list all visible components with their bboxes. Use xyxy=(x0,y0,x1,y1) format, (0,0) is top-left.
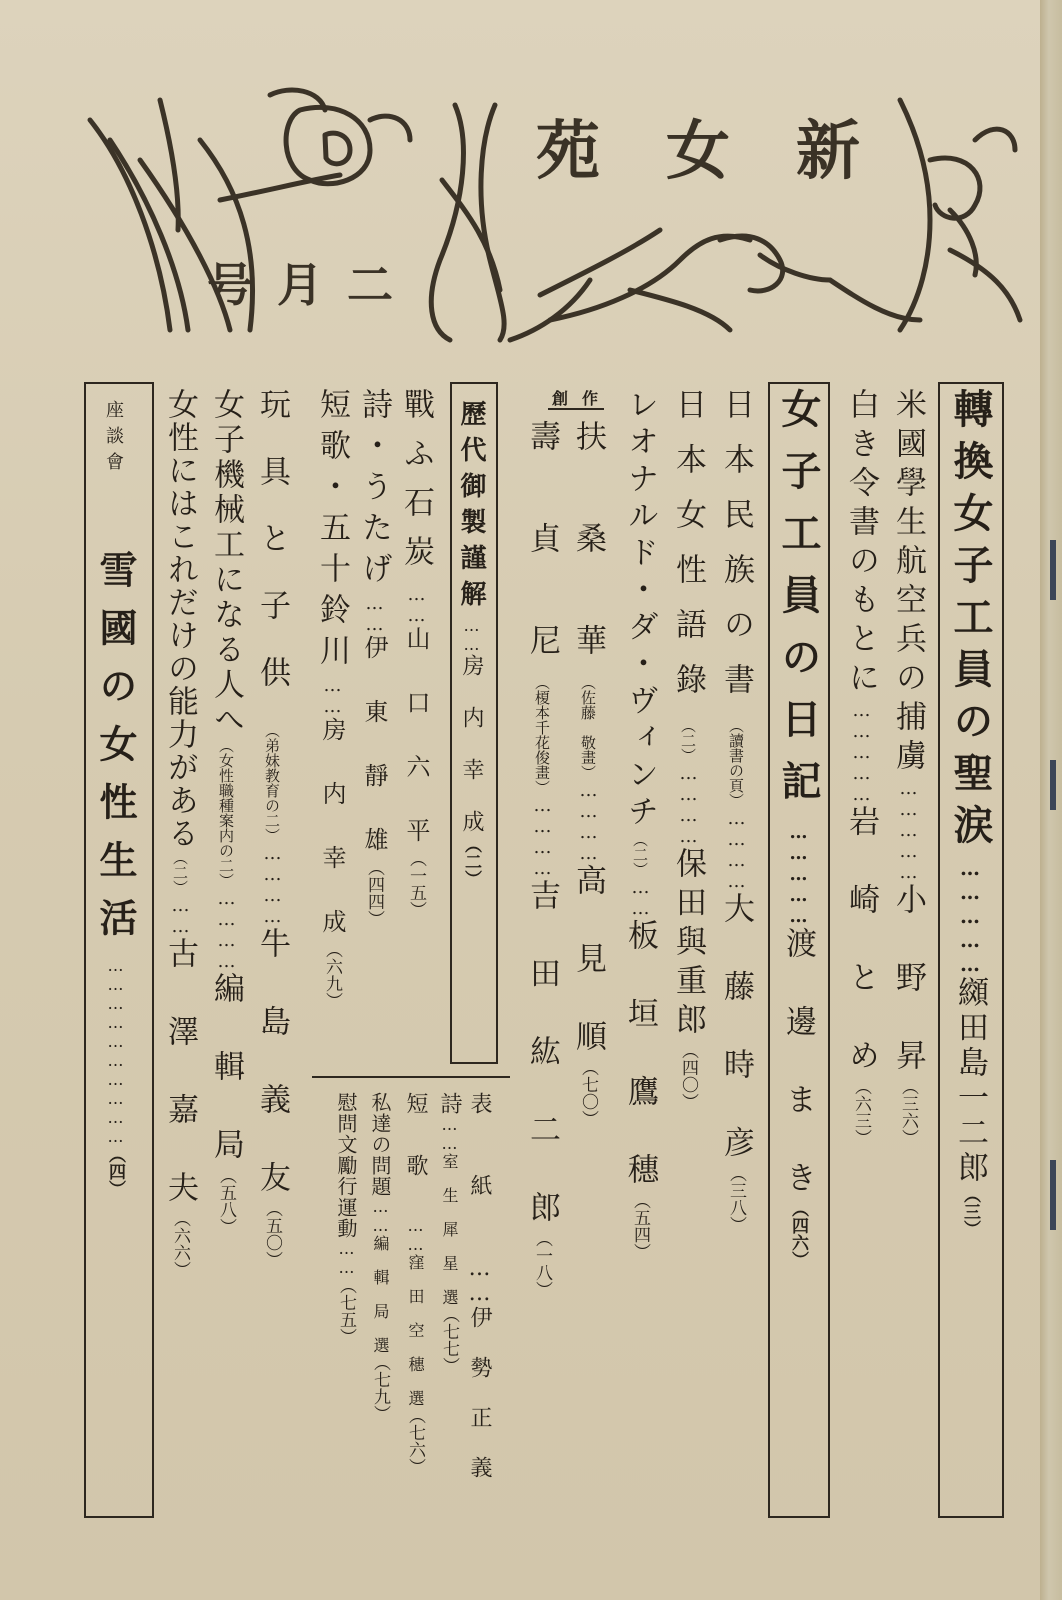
misc-author: 編 輯 局 選 xyxy=(371,1235,390,1354)
leader-dots: …………… xyxy=(788,822,809,927)
entry-title: 短歌・五十鈴川 xyxy=(314,388,350,675)
roundtable-title: 雪國の女性生活 xyxy=(93,550,138,956)
leader-dots: …… xyxy=(467,1256,492,1306)
leader-dots: …… xyxy=(337,1239,356,1277)
entry-author: 房 内 幸 成 xyxy=(318,717,346,941)
entry-title: レオナルド・ダ・ヴィンチ xyxy=(622,388,658,832)
entry-note: （二） xyxy=(631,832,649,877)
page-number: （七六） xyxy=(405,1407,425,1475)
poem-entry[interactable] xyxy=(356,388,392,927)
article-entry[interactable] xyxy=(254,388,290,1268)
entry-title: 米國學生航空兵の捕虜 xyxy=(890,388,926,778)
entry-title: 白き令書のもとに xyxy=(843,388,879,700)
diary-entry[interactable] xyxy=(775,388,822,1268)
entry-author: 高 見 順 xyxy=(570,864,606,1059)
page-number: （六三） xyxy=(851,1078,871,1146)
edge-mark xyxy=(1050,760,1056,810)
creative-underline xyxy=(548,408,604,410)
entry-title: 壽 貞 尼 xyxy=(524,420,560,675)
page-number: （七七） xyxy=(439,1306,459,1374)
page-number: （四） xyxy=(105,1146,125,1197)
misc-label: 短歌 xyxy=(403,1092,428,1216)
entry-author: 岩 崎 と め xyxy=(843,805,879,1078)
masthead-title-char: 苑 xyxy=(536,114,600,189)
creative-entry[interactable] xyxy=(570,420,606,1127)
divider-line xyxy=(312,1076,510,1078)
entry-title: 扶 桑 華 xyxy=(570,420,606,675)
leader-dots: …… xyxy=(170,895,191,937)
page-number: （七五） xyxy=(336,1277,356,1345)
entry-title: 女性にはこれだけの能力がある xyxy=(162,388,198,850)
roundtable-label: 座談會 xyxy=(103,400,124,478)
masthead-month-char: 月 xyxy=(277,258,323,312)
flower-outline xyxy=(286,107,370,183)
leader-dots: ………… xyxy=(726,808,747,892)
misc-label: 私達の問題 xyxy=(368,1092,392,1197)
lead-feature-author: 纐田島一二郎 xyxy=(952,976,988,1186)
entry-author: 牛 島 義 友 xyxy=(254,927,290,1200)
article-entry[interactable] xyxy=(208,388,244,1235)
entry-author: 小 野 昇 xyxy=(890,883,926,1078)
page-number: （六九） xyxy=(322,941,342,1009)
entry-author: 房 内 幸 成 xyxy=(459,654,484,836)
lead-feature-title: 轉換女子工員の聖涙 xyxy=(947,388,994,856)
imperial-entry[interactable] xyxy=(458,400,484,887)
page-number: （七九） xyxy=(370,1354,390,1422)
entry-author: 大 藤 時 彦 xyxy=(718,892,754,1165)
misc-author: 窪 田 空 穗 選 xyxy=(406,1254,425,1407)
diary-author: 渡 邊 ま き xyxy=(780,927,816,1200)
page-number: （三六） xyxy=(898,1078,918,1146)
entry-title: 日本女性語錄 xyxy=(670,388,706,718)
article-entry[interactable] xyxy=(622,388,658,1260)
leader-dots: …… xyxy=(364,593,385,635)
entry-title: 日本民族の書 xyxy=(718,388,754,718)
entry-author: 編 輯 局 xyxy=(208,972,244,1167)
entry-note: （讀書の頁） xyxy=(727,718,745,808)
entry-note: （榎本千花俊畫） xyxy=(533,675,551,795)
entry-author: 山 口 六 平 xyxy=(402,626,430,850)
feature-entry[interactable] xyxy=(890,388,926,1146)
leader-dots: …… xyxy=(406,584,427,626)
article-entry[interactable] xyxy=(670,388,706,1110)
masthead-title-char: 新 xyxy=(796,114,860,189)
page-number: （五四） xyxy=(630,1192,650,1260)
misc-entry[interactable] xyxy=(438,1092,460,1374)
masthead-month-char: 二 xyxy=(347,258,393,312)
diary-title: 女子工員の日記 xyxy=(775,388,822,822)
entry-note: （二） xyxy=(171,850,189,895)
creative-entry[interactable] xyxy=(524,420,560,1298)
misc-label: 表紙 xyxy=(467,1092,492,1256)
entry-author: 吉 田 紘 二 郎 xyxy=(524,879,560,1230)
misc-author: 室 生 犀 星 選 xyxy=(440,1153,459,1306)
misc-label: 詩 xyxy=(437,1092,462,1115)
leader-dots: …… xyxy=(371,1197,390,1235)
masthead-title-char: 女 xyxy=(666,114,730,189)
page-number: （七〇） xyxy=(578,1059,598,1127)
leader-dots: …… xyxy=(322,675,343,717)
entry-title: 詩・うたげ xyxy=(356,388,392,593)
page-number: （六六） xyxy=(170,1210,190,1278)
page-number: （三八） xyxy=(726,1165,746,1233)
edge-mark xyxy=(1050,540,1056,600)
entry-note: （二） xyxy=(679,718,697,763)
misc-label: 慰問文勵行運動 xyxy=(334,1092,358,1239)
poem-entry[interactable] xyxy=(314,388,350,1009)
page-number: （四六） xyxy=(788,1200,808,1268)
entry-author: 保田與重郎 xyxy=(670,847,706,1042)
entry-note: （女性職種案内の二） xyxy=(217,738,235,888)
lead-feature-entry[interactable] xyxy=(947,388,994,1237)
entry-author: 伊 東 靜 雄 xyxy=(360,635,388,859)
misc-entry[interactable] xyxy=(370,1092,390,1422)
leader-dots: ………… xyxy=(532,795,553,879)
misc-entry[interactable] xyxy=(468,1092,490,1481)
leader-dots: …… xyxy=(630,877,651,919)
creative-label: 創作 xyxy=(552,389,613,408)
leader-dots: ………………………… xyxy=(106,956,125,1146)
leader-dots: …………… xyxy=(958,856,982,976)
feature-entry[interactable] xyxy=(843,388,879,1146)
leader-dots: …………… xyxy=(851,700,872,805)
leader-dots: …… xyxy=(406,1216,425,1254)
poem-entry[interactable] xyxy=(398,388,434,918)
leader-dots: …………… xyxy=(898,778,919,883)
article-entry[interactable] xyxy=(718,388,754,1233)
entry-title: 歷代御製謹解 xyxy=(456,400,486,616)
edge-mark xyxy=(1050,1160,1056,1230)
entry-author: 板 垣 鷹 穗 xyxy=(622,919,658,1192)
entry-title: 玩具と子供 xyxy=(254,388,290,723)
page-number: （一八） xyxy=(532,1230,552,1298)
misc-author: 伊 勢 正 義 xyxy=(467,1306,492,1481)
leader-dots: …… xyxy=(440,1115,459,1153)
page-number: （四四） xyxy=(364,859,384,927)
entry-title: 戰ふ石炭 xyxy=(398,388,434,584)
misc-entry[interactable] xyxy=(336,1092,356,1345)
leader-dots: ………… xyxy=(216,888,237,972)
page-number: （二） xyxy=(461,836,481,887)
page-number: （五〇） xyxy=(262,1200,282,1268)
leader-dots: …… xyxy=(462,616,481,654)
entry-author: 古 澤 嘉 夫 xyxy=(162,937,198,1210)
page-number: （五八） xyxy=(216,1167,236,1235)
entry-note: （佐藤 敬畫） xyxy=(579,675,597,780)
page-number: （一五） xyxy=(406,850,426,918)
entry-note: （弟妹教育の二） xyxy=(263,723,281,843)
page-number: （三） xyxy=(960,1186,980,1237)
misc-entry[interactable] xyxy=(404,1092,426,1475)
leader-dots: ………… xyxy=(578,780,599,864)
leader-dots: ………… xyxy=(262,843,283,927)
roundtable-entry[interactable] xyxy=(93,550,138,1197)
masthead-month-char: 号 xyxy=(207,258,253,312)
page-number: （四〇） xyxy=(678,1042,698,1110)
article-entry[interactable] xyxy=(162,388,198,1278)
entry-title: 女子機械工になる人へ xyxy=(208,388,244,738)
leader-dots: ………… xyxy=(678,763,699,847)
